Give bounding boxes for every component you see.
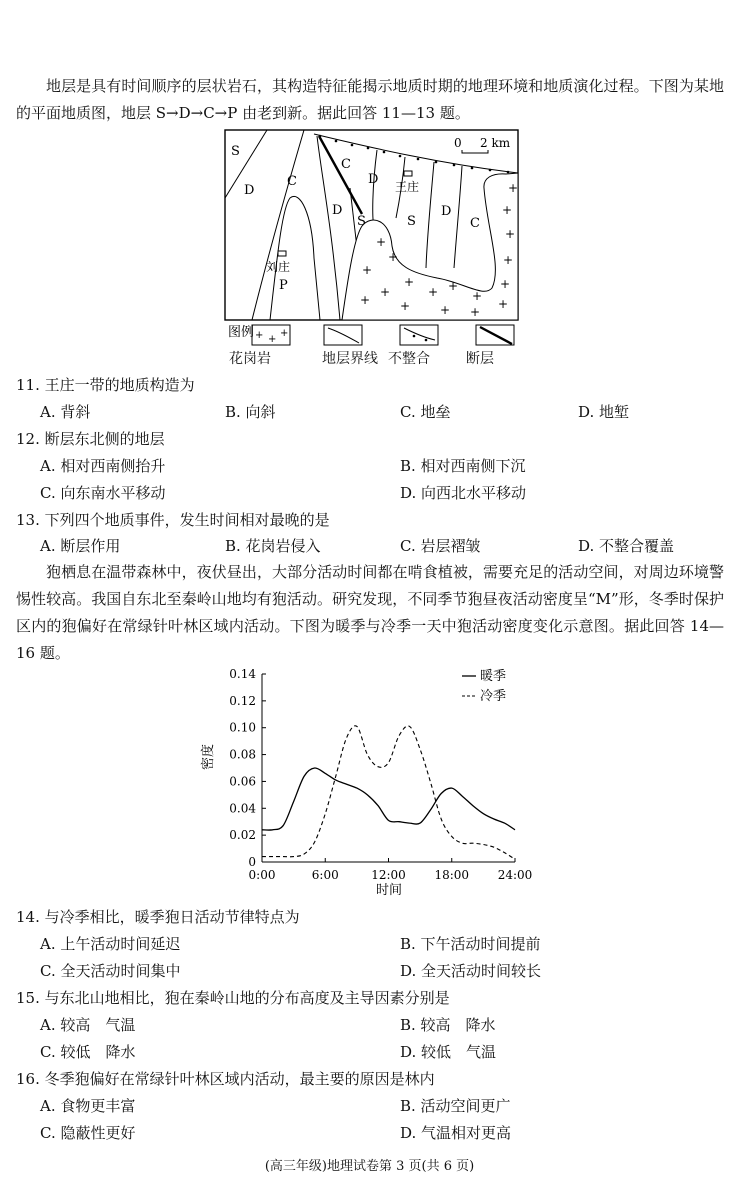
legend-label-unconformity: 不整合 xyxy=(388,351,430,367)
village-marker xyxy=(404,171,412,176)
svg-text:+: + xyxy=(360,293,371,307)
legend-title: 图例 xyxy=(228,325,255,340)
q16-option-c[interactable]: C. 隐蔽性更好 xyxy=(40,1124,136,1142)
x-tick-label: 0:00 xyxy=(248,868,276,882)
x-tick-label: 12:00 xyxy=(371,868,406,882)
q12-option-d[interactable]: D. 向西北水平移动 xyxy=(400,484,527,502)
svg-text:+: + xyxy=(503,253,514,267)
y-tick-label: 0 xyxy=(248,855,256,869)
y-tick-label: 0.10 xyxy=(229,720,256,735)
q11-option-d[interactable]: D. 地堑 xyxy=(578,403,630,421)
svg-text:0: 0 xyxy=(454,136,462,150)
legend-label-granite: 花岗岩 xyxy=(229,351,271,367)
stratum-label-p: P xyxy=(279,278,288,293)
svg-text:+: + xyxy=(362,263,373,277)
scale-bar xyxy=(454,136,511,153)
svg-text:+: + xyxy=(428,285,439,299)
svg-text:+: + xyxy=(470,305,481,319)
page-footer: (高三年级)地理试卷第 3 页(共 6 页) xyxy=(264,1159,475,1174)
svg-text:+: + xyxy=(500,277,511,291)
svg-text:+: + xyxy=(280,328,289,339)
q16-option-d[interactable]: D. 气温相对更高 xyxy=(400,1124,512,1142)
y-tick-label: 0.12 xyxy=(229,693,256,708)
q13-option-b[interactable]: B. 花岗岩侵入 xyxy=(225,537,321,555)
svg-text:+: + xyxy=(268,334,277,345)
series-cold-season-line xyxy=(262,726,515,860)
svg-text:+: + xyxy=(255,330,264,341)
intro-paragraph-roe-deer: 狍栖息在温带森林中，夜伏昼出，大部分活动时间都在啃食植被，需要充足的活动空间，对周边环境警惕性较高。我国自东北至秦岭山地均有狍活动。研究发现，不同季节狍昼夜活动密度呈“M”形，冬季时保护区内的狍偏好在常绿针叶林区域内活动。下图为暖季与冷季一天中狍活动密度变化示意图。据此回答 14—16 题。 xyxy=(16,563,724,662)
map-legend xyxy=(228,325,514,345)
stratum-label-d: D xyxy=(244,183,255,198)
svg-text:+: + xyxy=(388,250,399,264)
q14-option-c[interactable]: C. 全天活动时间集中 xyxy=(40,962,181,980)
stratum-label-s: S xyxy=(407,214,416,229)
svg-text:+: + xyxy=(448,279,459,293)
q11-option-b[interactable]: B. 向斜 xyxy=(225,403,276,421)
question-13-stem: 13. 下列四个地质事件，发生时间相对最晚的是 xyxy=(16,511,330,529)
q13-option-c[interactable]: C. 岩层褶皱 xyxy=(400,537,481,555)
x-axis-label: 时间 xyxy=(376,883,403,898)
q12-option-c[interactable]: C. 向东南水平移动 xyxy=(40,484,166,502)
stratum-label-c: C xyxy=(470,216,480,231)
q11-option-a[interactable]: A. 背斜 xyxy=(40,403,91,421)
stratum-label-c: C xyxy=(287,174,297,189)
intro-paragraph-geology: 地层是具有时间顺序的层状岩石，其构造特征能揭示地质时期的地理环境和地质演化过程。下图为某地的平面地质图，地层 S→D→C→P 由老到新。据此回答 11—13 题。 xyxy=(16,77,724,122)
stratum-label-d: D xyxy=(332,203,343,218)
geologic-map xyxy=(222,128,522,373)
q15-option-d[interactable]: D. 较低 气温 xyxy=(400,1043,497,1061)
svg-text:+: + xyxy=(498,297,509,311)
svg-text:+: + xyxy=(502,203,513,217)
svg-text:2 km: 2 km xyxy=(480,136,511,150)
q12-option-a[interactable]: A. 相对西南侧抬升 xyxy=(40,457,166,475)
y-tick-label: 0.04 xyxy=(229,801,256,816)
series-warm-season-line xyxy=(262,768,515,830)
q13-option-a[interactable]: A. 断层作用 xyxy=(40,537,121,555)
y-tick-label: 0.02 xyxy=(229,828,256,843)
legend-label-fault: 断层 xyxy=(466,351,494,367)
svg-text:+: + xyxy=(404,275,415,289)
y-tick-label: 0.14 xyxy=(229,667,256,681)
svg-text:+: + xyxy=(508,181,519,195)
svg-text:+: + xyxy=(400,299,411,313)
stratum-label-c: C xyxy=(341,157,351,172)
y-tick-label: 0.06 xyxy=(229,774,256,789)
q16-option-a[interactable]: A. 食物更丰富 xyxy=(40,1097,136,1115)
y-tick-label: 0.08 xyxy=(229,747,256,762)
q13-option-d[interactable]: D. 不整合覆盖 xyxy=(578,537,675,555)
svg-text:+: + xyxy=(505,227,516,241)
stratum-label-s: S xyxy=(357,214,366,229)
question-12-stem: 12. 断层东北侧的地层 xyxy=(16,430,165,448)
question-16-stem: 16. 冬季狍偏好在常绿针叶林区域内活动，最主要的原因是林内 xyxy=(16,1070,435,1088)
svg-text:+: + xyxy=(376,235,387,249)
q14-option-b[interactable]: B. 下午活动时间提前 xyxy=(400,935,541,953)
x-tick-label: 6:00 xyxy=(311,868,339,882)
q14-option-a[interactable]: A. 上午活动时间延迟 xyxy=(40,935,181,953)
stratum-label-s: S xyxy=(231,144,240,159)
x-tick-label: 18:00 xyxy=(434,868,470,882)
q15-option-b[interactable]: B. 较高 降水 xyxy=(400,1016,496,1034)
svg-text:+: + xyxy=(440,303,451,317)
question-15-stem: 15. 与东北山地相比，狍在秦岭山地的分布高度及主导因素分别是 xyxy=(16,989,450,1007)
q15-option-a[interactable]: A. 较高 气温 xyxy=(40,1016,136,1034)
question-14-stem: 14. 与冷季相比，暖季狍日活动节律特点为 xyxy=(16,908,300,926)
village-marker xyxy=(278,251,286,256)
y-axis-label: 密度 xyxy=(201,743,216,770)
village-label-liuzhuang: 刘庄 xyxy=(266,260,291,274)
legend-cold-season: 冷季 xyxy=(480,689,507,704)
legend-label-boundary: 地层界线 xyxy=(322,351,378,367)
svg-text:+: + xyxy=(472,289,483,303)
stratum-label-d: D xyxy=(441,204,452,219)
question-11-stem: 11. 王庄一带的地质构造为 xyxy=(16,376,195,394)
x-tick-label: 24:00 xyxy=(497,868,533,882)
stratum-label-d: D xyxy=(368,172,379,187)
village-label-wangzhuang: 王庄 xyxy=(395,180,420,194)
q14-option-d[interactable]: D. 全天活动时间较长 xyxy=(400,962,542,980)
chart-legend xyxy=(462,668,506,704)
q15-option-c[interactable]: C. 较低 降水 xyxy=(40,1043,136,1061)
svg-text:+: + xyxy=(380,285,391,299)
q12-option-b[interactable]: B. 相对西南侧下沉 xyxy=(400,457,526,475)
activity-density-chart xyxy=(200,662,540,902)
q11-option-c[interactable]: C. 地垒 xyxy=(400,403,451,421)
q16-option-b[interactable]: B. 活动空间更广 xyxy=(400,1097,511,1115)
legend-warm-season: 暖季 xyxy=(480,669,507,684)
